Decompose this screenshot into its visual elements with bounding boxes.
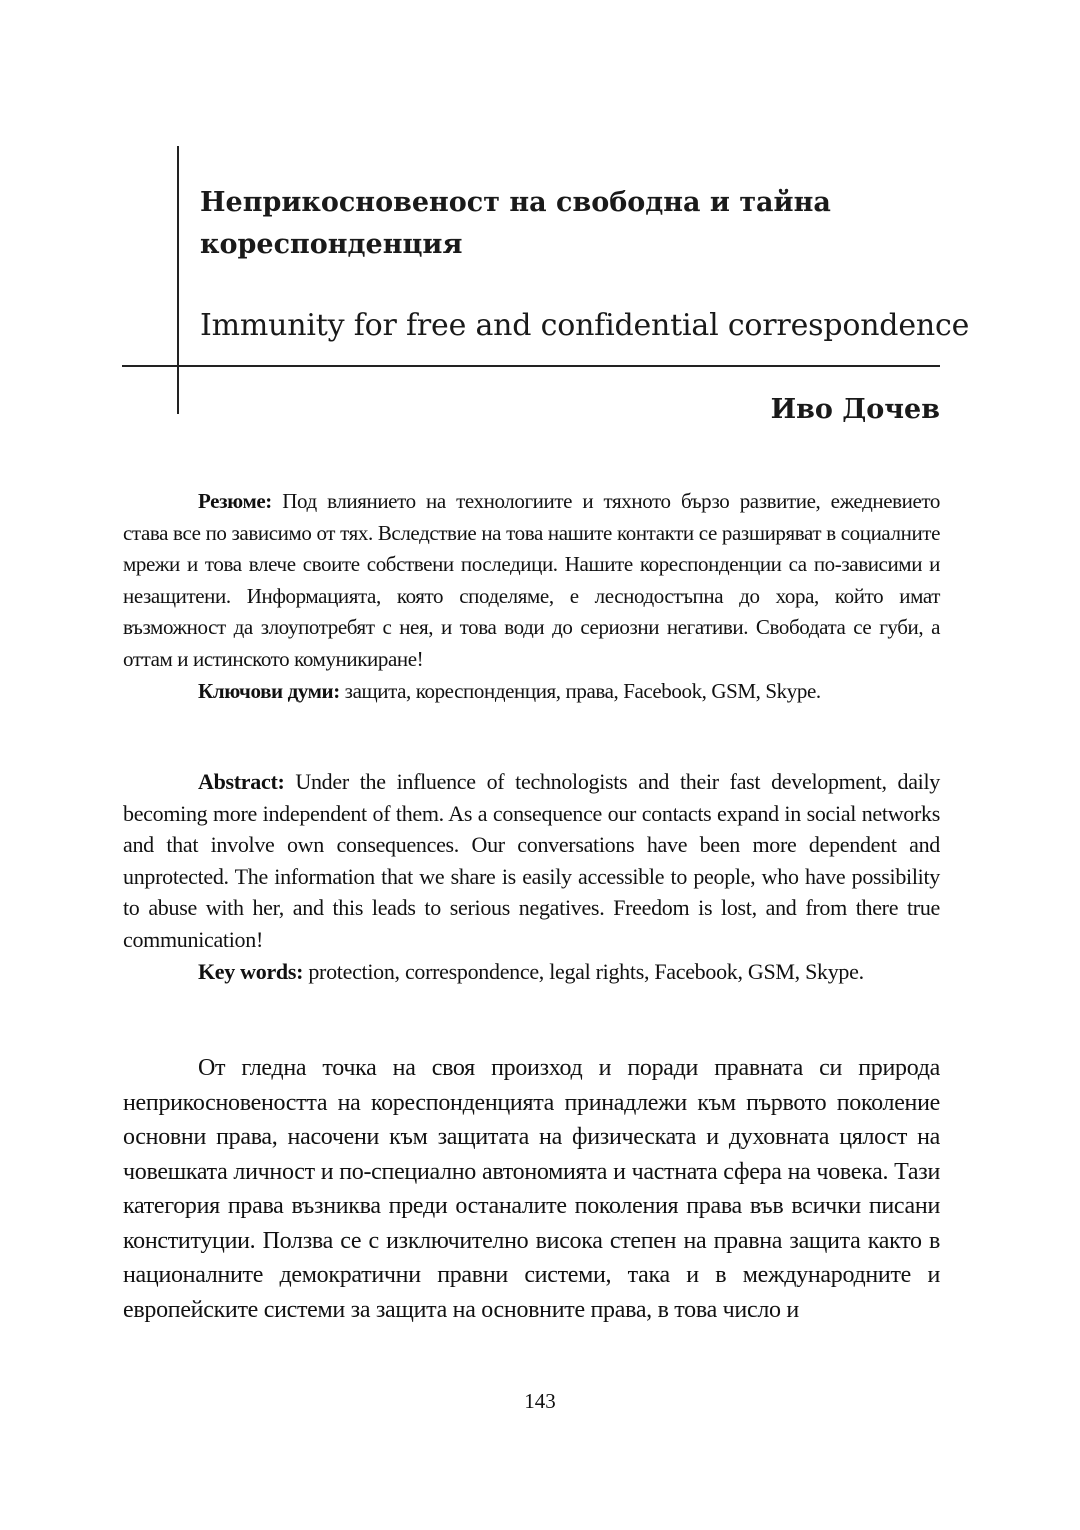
author-name: Иво Дочев <box>770 394 940 425</box>
abstract-english <box>123 766 940 987</box>
keywords-bg-text: защита, кореспонденция, права, Facebook, GSM, Skype. <box>344 678 821 703</box>
keywords-bg-label: Ключови думи: <box>198 678 340 703</box>
keywords-en-label: Key words: <box>198 958 304 984</box>
page-number: 143 <box>524 1389 556 1413</box>
title-vertical-rule <box>177 146 179 414</box>
summary-paragraph <box>123 486 940 676</box>
keywords-en-text: protection, correspondence, legal rights, Facebook, GSM, Skype. <box>308 958 864 984</box>
keywords-english <box>123 956 940 988</box>
article-body <box>123 1051 940 1327</box>
summary-label: Резюме: <box>198 489 272 513</box>
keywords-bulgarian <box>123 676 940 708</box>
abstract-label: Abstract: <box>198 769 285 794</box>
summary-bulgarian <box>123 486 940 707</box>
article-title-bulgarian: Неприкосновеност на свободна и тайна кореспонденция <box>200 187 831 260</box>
summary-text: Под влиянието на технологиите и тяхното бързо развитие, ежедневието става все по зависимо от тях. Вследствие на това нашите контакти се разширяват в социалните мрежи и това влече своите собствени последици. Нашите кореспонденции са по-зависими и незащитени. Информацията, която споделяме, е леснодостъпна до хора, който имат възможност да злоупотребят с нея, и това води до сериозни негативи. Свободата се губи, а оттам и истинското комуникиране! <box>123 489 940 671</box>
title-horizontal-rule <box>122 365 940 367</box>
article-title-english: Immunity for free and confidential correspondence <box>200 308 970 343</box>
abstract-paragraph <box>123 766 940 956</box>
body-paragraph: От гледна точка на своя произход и поради правната си природа неприкосновеността на кореспонденцията принадлежи към първото поколение основни права, насочени към защитата на физическата и духовната цялост на човешката личност и по-специално автономията и частната сфера на човека. Тази категория права възниква преди останалите поколения права във всички писани конституции. Ползва се с изключително висока степен на правна защита както в националните демократични правни системи, така и в международните и европейските системи за защита на основните права, в това число и <box>123 1055 940 1323</box>
abstract-text: Under the influence of technologists and their fast development, daily becoming more independent of them. As a consequence our contacts expand in social networks and that involve own consequences. Our conversations have been more dependent and unprotected. The information that we share is easily accessible to people, who have possibility to abuse with her, and this leads to serious negatives. Freedom is lost, and from there true communication! <box>123 769 941 952</box>
